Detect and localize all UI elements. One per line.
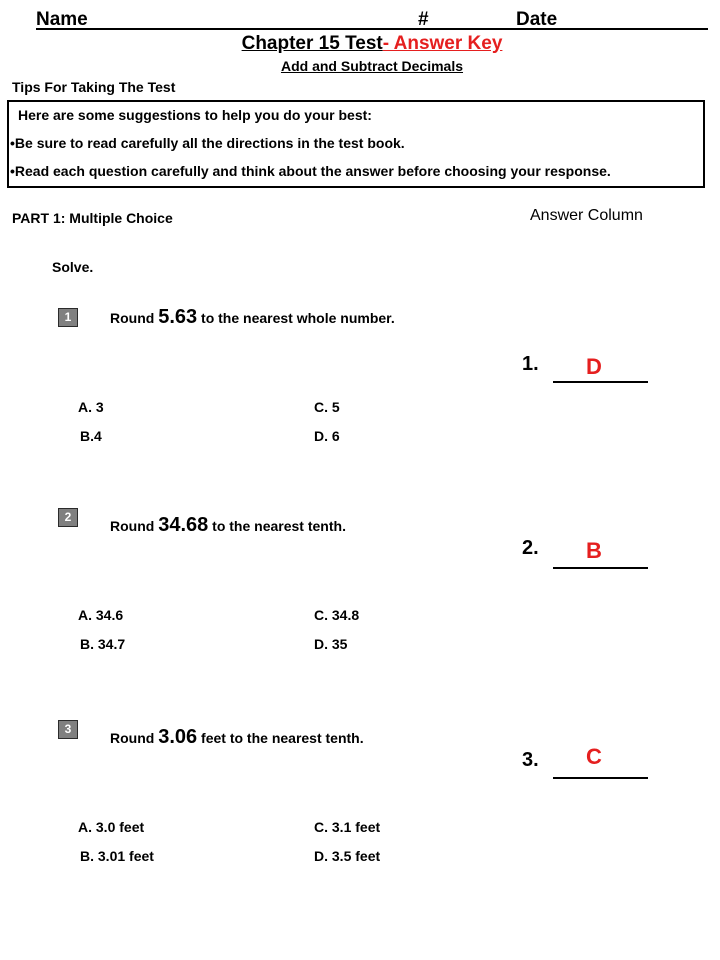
- answer-blank: [553, 381, 648, 383]
- question-text: [110, 514, 346, 537]
- title-prefix: Chapter 15 Test: [241, 33, 383, 54]
- answer-blank: [553, 567, 648, 569]
- answer-number: 1.: [522, 353, 539, 375]
- answer-number: 2.: [522, 537, 539, 559]
- option-a: A. 34.6: [78, 607, 124, 623]
- tips-heading: Tips For Taking The Test: [12, 79, 176, 95]
- question-text: [110, 726, 364, 749]
- question-text-before: Round: [110, 518, 159, 534]
- question-value: 3.06: [158, 726, 198, 748]
- header-rule: [36, 28, 708, 30]
- option-d: D. 6: [314, 428, 340, 444]
- tips-line: •Be sure to read carefully all the directions in the test book.: [10, 135, 405, 151]
- option-c: C. 3.1 feet: [314, 819, 381, 835]
- tips-line: •Read each question carefully and think about the answer before choosing your response.: [10, 163, 611, 179]
- option-b: B. 3.01 feet: [80, 848, 154, 864]
- instruction: Solve.: [52, 259, 94, 275]
- date-label: Date: [516, 9, 558, 30]
- option-d: D. 3.5 feet: [314, 848, 381, 864]
- tips-line: Here are some suggestions to help you do your best:: [18, 107, 372, 123]
- page-title: [0, 33, 720, 55]
- option-c: C. 34.8: [314, 607, 360, 623]
- title-suffix: - Answer Key: [382, 33, 503, 54]
- option-d: D. 35: [314, 636, 348, 652]
- answer-blank: [553, 777, 648, 779]
- option-a: A. 3: [78, 399, 104, 415]
- question-value: 34.68: [158, 514, 209, 536]
- name-label: Name: [36, 9, 88, 30]
- question-text: [110, 306, 395, 329]
- question-text-before: Round: [110, 730, 159, 746]
- question-number-badge: 3: [58, 720, 78, 739]
- question-text-before: Round: [110, 310, 159, 326]
- question-text-after: feet to the nearest tenth.: [197, 730, 364, 746]
- question-number-badge: 2: [58, 508, 78, 527]
- option-b: B. 34.7: [80, 636, 126, 652]
- number-label: #: [418, 9, 429, 30]
- answer-column-label: Answer Column: [530, 207, 643, 224]
- option-a: A. 3.0 feet: [78, 819, 145, 835]
- question-text-after: to the nearest tenth.: [208, 518, 346, 534]
- answer-letter: D: [586, 354, 602, 379]
- part-title: PART 1: Multiple Choice: [12, 210, 173, 226]
- answer-number: 3.: [522, 749, 539, 771]
- option-b: B.4: [80, 428, 102, 444]
- option-c: C. 5: [314, 399, 340, 415]
- question-text-after: to the nearest whole number.: [197, 310, 395, 326]
- page-subtitle: Add and Subtract Decimals: [280, 58, 464, 74]
- tips-box: [7, 100, 705, 188]
- answer-letter: C: [586, 744, 602, 769]
- answer-letter: B: [586, 538, 602, 563]
- question-value: 5.63: [158, 306, 198, 328]
- question-number-badge: 1: [58, 308, 78, 327]
